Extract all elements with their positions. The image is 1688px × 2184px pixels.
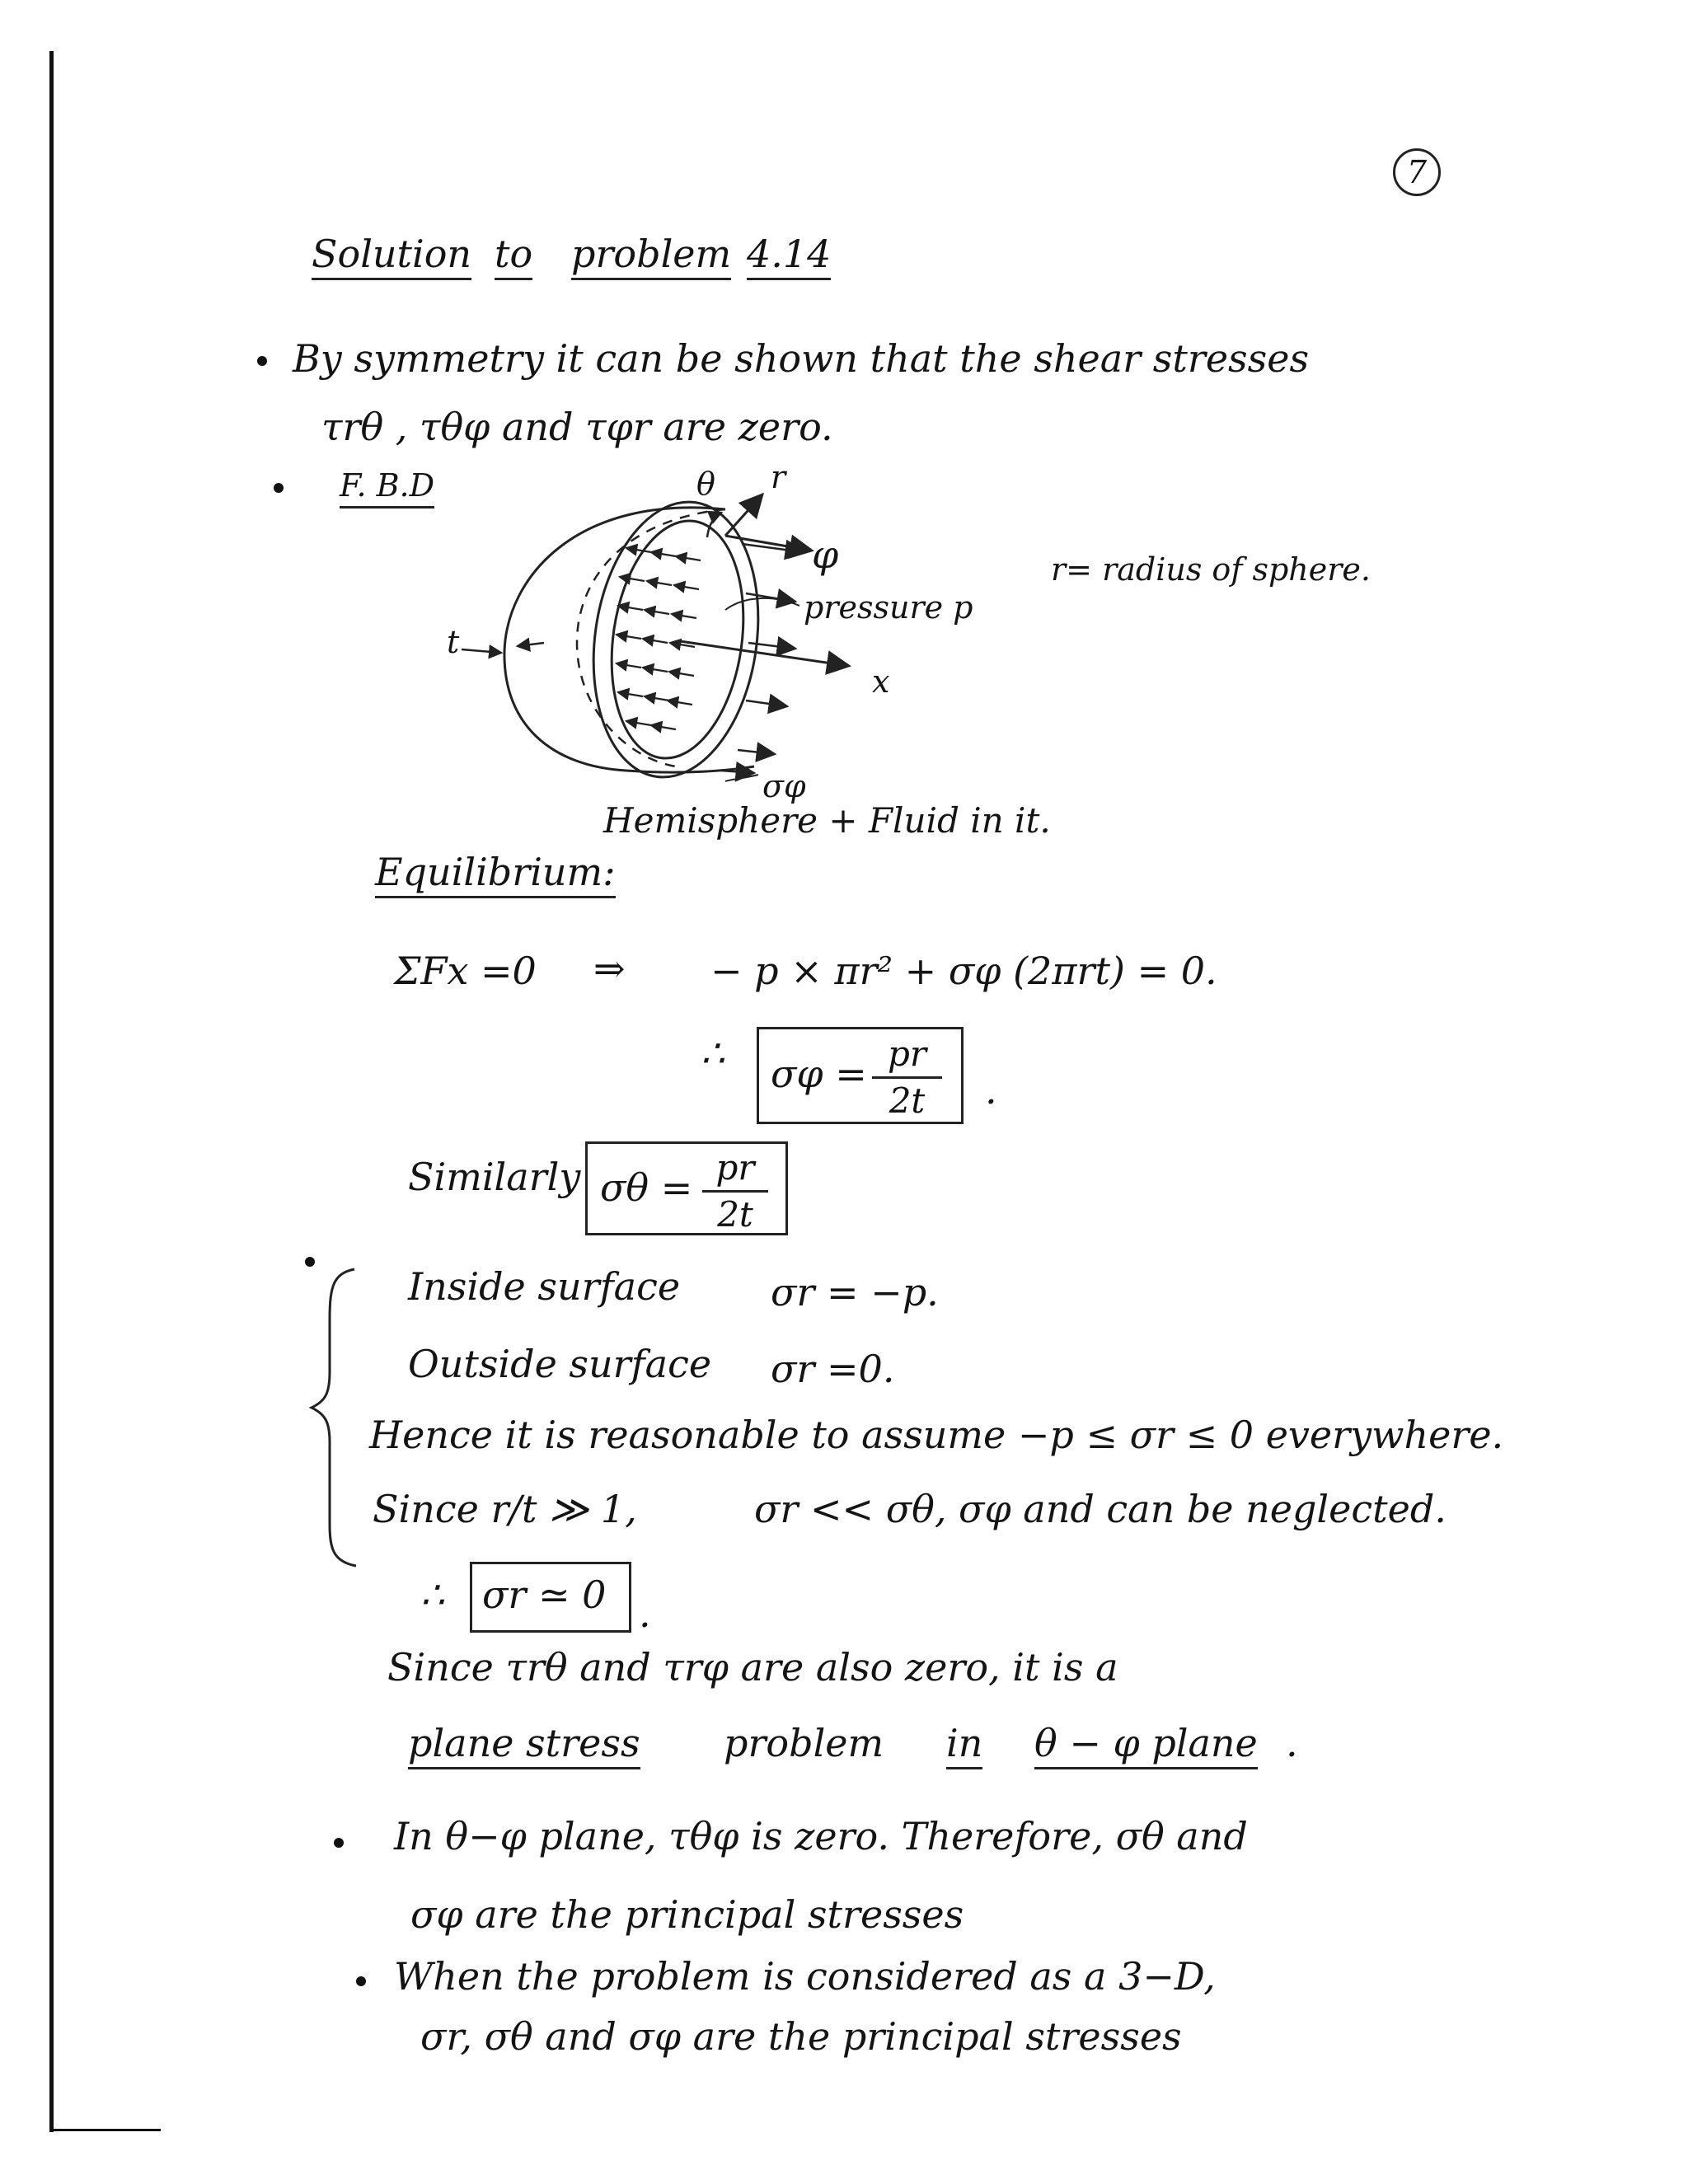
dot-1: .	[985, 1068, 997, 1113]
since-neglect: σr << σθ, σφ and can be neglected.	[754, 1487, 1447, 1531]
title-solution: Solution	[312, 235, 471, 280]
outside-surface-label: Outside surface	[408, 1342, 712, 1386]
fbd-r-label: r	[771, 459, 786, 495]
fbd-x-label: x	[872, 663, 890, 700]
principal-line-4: σr, σθ and σφ are the principal stresses	[420, 2014, 1182, 2059]
plane-stress-term: plane stress	[408, 1724, 640, 1769]
inside-surface-label: Inside surface	[408, 1264, 681, 1309]
sum-forces: ΣFx =0	[394, 949, 537, 993]
sigma-theta-numerator: pr	[715, 1147, 755, 1188]
sigma-theta-denominator: 2t	[717, 1194, 753, 1235]
hence-line: Hence it is reasonable to assume −p ≤ σr ≤ 0 everywhere.	[369, 1413, 1504, 1457]
fbd-label: F. B.D	[340, 470, 434, 509]
bullet-principal-2d	[334, 1838, 344, 1848]
bullet-principal-3d	[356, 1976, 366, 1986]
therefore-1: ∴	[701, 1031, 725, 1076]
symmetry-line-1: By symmetry it can be shown that the shear stresses	[293, 336, 1310, 381]
radius-note: r= radius of sphere.	[1051, 551, 1371, 588]
sigma-phi-numerator: pr	[888, 1033, 926, 1074]
since-ratio: Since r/t ≫ 1,	[373, 1487, 637, 1531]
fbd-t-label: t	[447, 624, 460, 660]
fbd-phi-label: φ	[812, 532, 839, 577]
principal-line-2: σφ are the principal stresses	[410, 1892, 964, 1937]
title-to: to	[495, 235, 532, 280]
equilibrium-equation: − p × πr² + σφ (2πrt) = 0.	[710, 949, 1217, 993]
fbd-sigma-phi-label: σφ	[762, 768, 806, 804]
plane-in-word: in	[946, 1724, 982, 1769]
fbd-theta-label: θ	[696, 466, 715, 502]
plane-line-1: Since τrθ and τrφ are also zero, it is a	[387, 1645, 1118, 1690]
title-problem: problem	[571, 235, 731, 280]
fbd-pressure-label: pressure p	[804, 589, 973, 626]
similarly-word: Similarly	[408, 1155, 581, 1199]
sigma-phi-denominator: 2t	[889, 1080, 926, 1122]
therefore-2: ∴	[420, 1572, 445, 1617]
dot-2: .	[639, 1591, 651, 1636]
title-number: 4.14	[747, 235, 831, 280]
sigma-phi-lhs: σφ =	[771, 1052, 867, 1096]
principal-line-3: When the problem is considered as a 3−D,	[394, 1954, 1216, 1999]
plane-end: .	[1286, 1721, 1298, 1765]
sigma-r-approx: σr ≃ 0	[482, 1572, 607, 1617]
sigma-theta-lhs: σθ =	[600, 1165, 693, 1210]
page-number: 7	[1406, 154, 1428, 190]
fbd-caption: Hemisphere + Fluid in it.	[603, 800, 1051, 841]
outside-surface-value: σr =0.	[771, 1347, 895, 1391]
equilibrium-heading: Equilibrium:	[375, 853, 616, 898]
symmetry-line-2: τrθ , τθφ and τφr are zero.	[321, 405, 833, 449]
plane-name: θ − φ plane	[1034, 1724, 1258, 1769]
inside-surface-value: σr = −p.	[771, 1270, 939, 1315]
principal-line-1: In θ−φ plane, τθφ is zero. Therefore, σθ and	[394, 1814, 1248, 1858]
implies-arrow: ⇒	[593, 946, 626, 991]
plane-problem-word: problem	[724, 1721, 884, 1765]
